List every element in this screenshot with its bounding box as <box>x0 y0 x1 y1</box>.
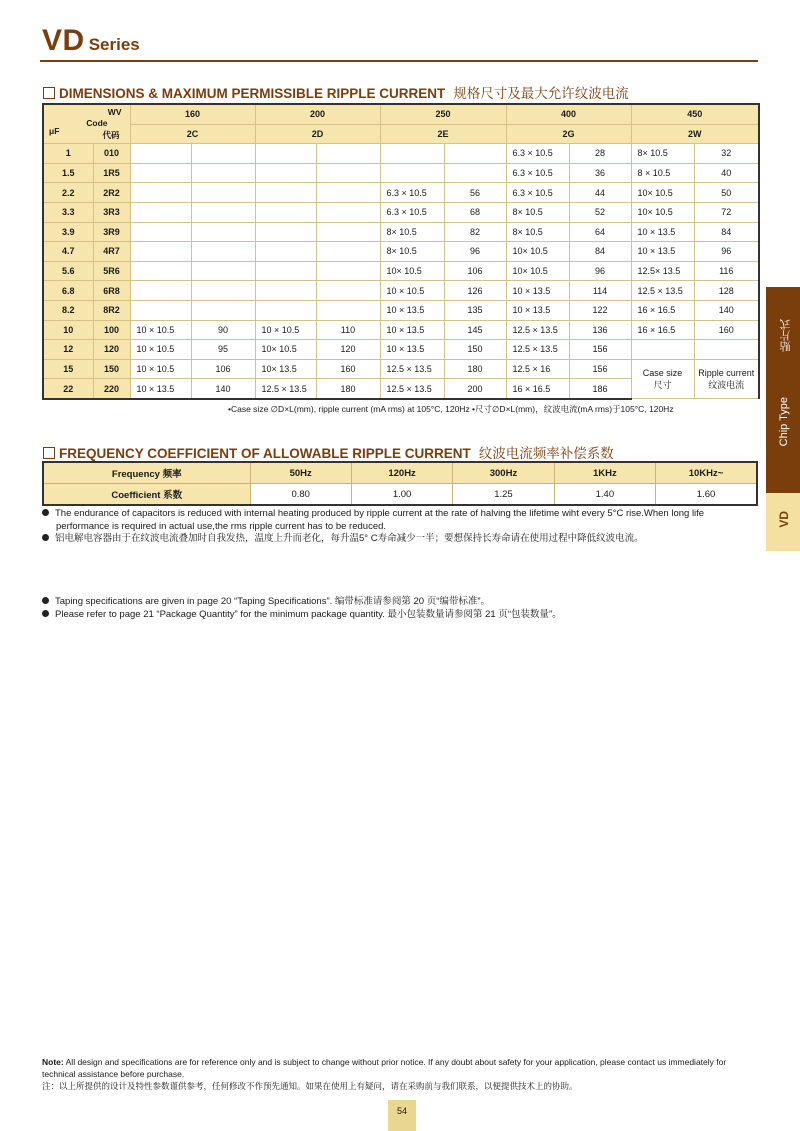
ripple-current-cell <box>191 144 255 164</box>
footer-disclaimer <box>42 1056 754 1092</box>
case-size-cell: 10 × 13.5 <box>380 340 444 360</box>
capacitance-cell: 2.2 <box>43 183 93 203</box>
ripple-current-cell <box>191 300 255 320</box>
empty-cell <box>631 340 694 360</box>
case-size-cell: 10× 13.5 <box>255 359 316 379</box>
ripple-current-cell <box>191 242 255 262</box>
table-row <box>43 144 759 164</box>
ripple-current-cell: 90 <box>191 320 255 340</box>
case-size-cell: 8× 10.5 <box>506 202 569 222</box>
case-size-cell: 8× 10.5 <box>380 242 444 262</box>
ripple-current-cell <box>316 281 380 301</box>
case-size-cell <box>130 261 191 281</box>
case-size-cell: 12.5 × 13.5 <box>506 320 569 340</box>
table-row <box>43 163 759 183</box>
case-size-cell: 10 × 10.5 <box>380 281 444 301</box>
case-size-cell <box>130 300 191 320</box>
ripple-current-cell: 28 <box>569 144 631 164</box>
case-size-cell <box>255 222 316 242</box>
case-size-cell: 12.5 × 13.5 <box>506 340 569 360</box>
case-size-cell: 12.5 × 13.5 <box>631 281 694 301</box>
ripple-current-cell: 82 <box>444 222 506 242</box>
ripple-current-cell: 40 <box>694 163 759 183</box>
table-header-row <box>43 104 759 124</box>
case-size-cell: 10 × 10.5 <box>130 340 191 360</box>
capacitance-cell: 5.6 <box>43 261 93 281</box>
frequency-label-cn: 频率 <box>162 469 182 480</box>
section-title: DIMENSIONS & MAXIMUM PERMISSIBLE RIPPLE CURRENT <box>59 86 446 101</box>
ripple-current-cell: 96 <box>694 242 759 262</box>
ripple-current-cell <box>444 163 506 183</box>
case-size-cell: 6.3 × 10.5 <box>506 163 569 183</box>
voltage-header: 160 <box>130 104 255 124</box>
case-size-cell: 10 × 10.5 <box>130 359 191 379</box>
coefficient-row <box>43 484 757 506</box>
case-size-cell <box>255 242 316 262</box>
case-size-cell <box>255 144 316 164</box>
series-label: Series <box>88 35 140 54</box>
bullet-dot-icon <box>42 509 49 516</box>
section-heading-frequency <box>43 442 614 462</box>
empty-cell <box>694 340 759 360</box>
ripple-current-cell: 122 <box>569 300 631 320</box>
ripple-current-cell <box>316 183 380 203</box>
ripple-current-cell <box>316 242 380 262</box>
ripple-current-cell: 145 <box>444 320 506 340</box>
case-size-cell: 10 × 13.5 <box>631 222 694 242</box>
case-size-cell: 8× 10.5 <box>380 222 444 242</box>
coefficient-label-en: Coefficient <box>111 490 161 501</box>
ripple-current-cell: 180 <box>444 359 506 379</box>
dimensions-table <box>42 103 760 400</box>
ripple-current-cell: 135 <box>444 300 506 320</box>
ripple-current-cell: 106 <box>191 359 255 379</box>
capacitance-cell: 8.2 <box>43 300 93 320</box>
case-size-cell <box>255 281 316 301</box>
bullet-item <box>42 609 754 622</box>
legend-ripple-label-cn: 纹波电流 <box>708 380 745 391</box>
footer-note-en <box>42 1056 754 1080</box>
ripple-current-cell: 52 <box>569 202 631 222</box>
side-tab-vd <box>766 493 800 551</box>
case-size-cell <box>255 300 316 320</box>
legend-case-size-label-cn: 尺寸 <box>653 380 672 391</box>
ripple-current-cell: 44 <box>569 183 631 203</box>
voltage-code-header: 2C <box>130 124 255 144</box>
ripple-current-cell: 186 <box>569 379 631 399</box>
wv-label: WV <box>107 106 122 117</box>
case-size-cell: 6.3 × 10.5 <box>380 183 444 203</box>
table-row <box>43 300 759 320</box>
ripple-current-cell: 180 <box>316 379 380 399</box>
ripple-current-cell <box>191 183 255 203</box>
ripple-current-cell: 50 <box>694 183 759 203</box>
case-size-cell <box>130 163 191 183</box>
footer-note-text: All design and specifications are for reference only and is subject to change without prior notice. If any doubt about safety for your application, please contact us immediately for technical assistance before purchase. <box>42 1057 727 1079</box>
case-size-cell <box>255 261 316 281</box>
capacitance-cell: 3.9 <box>43 222 93 242</box>
ripple-current-cell <box>316 144 380 164</box>
voltage-code-header: 2G <box>506 124 631 144</box>
capacitance-code-cell: 1R5 <box>93 163 130 183</box>
case-size-cell <box>130 222 191 242</box>
bullet-text: Taping specifications are given in page 20 “Taping Specifications”. 编带标准请参阅第 20 页“编带标准”。 <box>55 596 491 607</box>
ripple-current-cell: 68 <box>444 202 506 222</box>
capacitance-cell: 1 <box>43 144 93 164</box>
ripple-current-cell: 126 <box>444 281 506 301</box>
ripple-current-cell <box>316 163 380 183</box>
ripple-current-cell <box>316 261 380 281</box>
uf-label: μF <box>49 125 60 136</box>
case-size-cell: 6.3 × 10.5 <box>506 183 569 203</box>
capacitance-code-cell: 220 <box>93 379 130 399</box>
case-size-cell: 10× 10.5 <box>255 340 316 360</box>
coefficient-cell: 1.25 <box>453 484 554 506</box>
bullet-text: 铝电解电容器由于在纹波电流叠加时自我发热，温度上升而老化，每升温5° C寿命减少一半；要想保持长寿命请在使用过程中降低纹波电流。 <box>55 533 644 544</box>
capacitance-cell: 1.5 <box>43 163 93 183</box>
case-size-cell: 8× 10.5 <box>506 222 569 242</box>
capacitance-cell: 15 <box>43 359 93 379</box>
capacitance-code-cell: 8R2 <box>93 300 130 320</box>
bullet-dot-icon <box>42 610 49 617</box>
capacitance-cell: 22 <box>43 379 93 399</box>
capacitance-cell: 10 <box>43 320 93 340</box>
case-size-cell: 10 × 13.5 <box>380 300 444 320</box>
table-row <box>43 320 759 340</box>
voltage-header: 400 <box>506 104 631 124</box>
capacitance-cell: 3.3 <box>43 202 93 222</box>
case-size-cell: 10× 10.5 <box>380 261 444 281</box>
capacitance-code-cell: 6R8 <box>93 281 130 301</box>
ripple-current-cell: 160 <box>316 359 380 379</box>
bullet-text: The endurance of capacitors is reduced with internal heating produced by ripple current at the rate of halving the lifetime wiht every 5°C rise.When long life performance is required in actual use,the rms ripple current has to be reduced. <box>55 508 705 532</box>
case-size-cell: 6.3 × 10.5 <box>506 144 569 164</box>
series-name: VD <box>42 24 85 57</box>
footer-note-cn: 注：以上所提供的设计及特性参数谨供参考，任何修改不作预先通知。如果在使用上有疑问，请在采购前与我们联系，以便提供技术上的协助。 <box>42 1081 578 1091</box>
table-row <box>43 359 759 379</box>
ripple-current-cell: 32 <box>694 144 759 164</box>
code-label-cn: 代码 <box>102 129 120 140</box>
case-size-cell: 10× 10.5 <box>631 202 694 222</box>
coefficient-cell: 1.00 <box>351 484 452 506</box>
ripple-current-cell <box>316 300 380 320</box>
ripple-current-cell: 64 <box>569 222 631 242</box>
capacitance-code-cell: 3R3 <box>93 202 130 222</box>
case-size-cell: 12.5 × 13.5 <box>255 379 316 399</box>
bullet-item <box>42 508 754 533</box>
case-size-cell: 10× 10.5 <box>506 261 569 281</box>
coefficient-label-cn: 系数 <box>163 490 183 501</box>
case-size-cell <box>255 163 316 183</box>
capacitance-cell: 12 <box>43 340 93 360</box>
case-size-cell: 10 × 10.5 <box>255 320 316 340</box>
frequency-label <box>43 462 250 484</box>
frequency-cell: 120Hz <box>351 462 452 484</box>
case-size-cell: 12.5 × 16 <box>506 359 569 379</box>
title-divider <box>40 60 758 62</box>
capacitance-cell: 4.7 <box>43 242 93 262</box>
table-row <box>43 281 759 301</box>
checkbox-square-icon <box>43 87 55 99</box>
page-number: 54 <box>388 1100 416 1131</box>
case-size-cell: 10× 10.5 <box>631 183 694 203</box>
ripple-current-cell: 140 <box>694 300 759 320</box>
case-size-cell: 16 × 16.5 <box>631 320 694 340</box>
ripple-current-cell <box>191 222 255 242</box>
bullet-dot-icon <box>42 597 49 604</box>
case-size-cell <box>380 144 444 164</box>
case-size-cell: 16 × 16.5 <box>506 379 569 399</box>
ripple-current-cell <box>191 163 255 183</box>
case-size-cell: 10 × 10.5 <box>130 320 191 340</box>
case-size-cell: 10 × 13.5 <box>380 320 444 340</box>
ripple-current-cell: 36 <box>569 163 631 183</box>
coefficient-label <box>43 484 250 506</box>
voltage-code-header: 2E <box>380 124 506 144</box>
ripple-current-cell: 136 <box>569 320 631 340</box>
legend-case-size-label: Case size <box>642 368 683 379</box>
bullet-item <box>42 533 754 546</box>
case-size-cell: 16 × 16.5 <box>631 300 694 320</box>
case-size-cell <box>255 202 316 222</box>
section-title-cn: 纹波电流频率补偿系数 <box>478 446 614 461</box>
coefficient-cell: 0.80 <box>250 484 351 506</box>
checkbox-square-icon <box>43 447 55 459</box>
capacitance-code-cell: 4R7 <box>93 242 130 262</box>
ripple-current-cell: 156 <box>569 340 631 360</box>
legend-ripple <box>694 359 759 399</box>
case-size-cell <box>380 163 444 183</box>
case-size-cell: 10 × 13.5 <box>506 281 569 301</box>
corner-labels <box>44 106 130 143</box>
legend-case-size <box>631 359 694 399</box>
frequency-coefficient-table <box>42 461 758 506</box>
series-title <box>42 24 140 58</box>
case-size-cell: 10× 10.5 <box>506 242 569 262</box>
case-size-cell: 6.3 × 10.5 <box>380 202 444 222</box>
case-size-cell <box>130 144 191 164</box>
ripple-current-cell <box>316 222 380 242</box>
ripple-current-cell <box>316 202 380 222</box>
section-title-cn: 规格尺寸及最大允许纹波电流 <box>453 86 629 101</box>
voltage-code-header: 2W <box>631 124 759 144</box>
ripple-current-cell <box>191 281 255 301</box>
ripple-current-cell: 200 <box>444 379 506 399</box>
ripple-current-cell: 114 <box>569 281 631 301</box>
case-size-cell: 8 × 10.5 <box>631 163 694 183</box>
ripple-current-cell: 106 <box>444 261 506 281</box>
table-header-row <box>43 124 759 144</box>
voltage-header: 250 <box>380 104 506 124</box>
case-size-cell <box>255 183 316 203</box>
ripple-current-cell: 84 <box>569 242 631 262</box>
ripple-current-cell: 96 <box>569 261 631 281</box>
frequency-row <box>43 462 757 484</box>
legend-ripple-label: Ripple current <box>698 368 755 379</box>
voltage-code-header: 2D <box>255 124 380 144</box>
capacitance-code-cell: 010 <box>93 144 130 164</box>
frequency-cell: 50Hz <box>250 462 351 484</box>
footer-note-label: Note: <box>42 1057 64 1067</box>
capacitance-cell: 6.8 <box>43 281 93 301</box>
notes-references <box>42 596 754 621</box>
case-size-cell: 10 × 13.5 <box>506 300 569 320</box>
table-row <box>43 202 759 222</box>
voltage-header: 200 <box>255 104 380 124</box>
ripple-current-cell: 150 <box>444 340 506 360</box>
case-size-cell: 8× 10.5 <box>631 144 694 164</box>
ripple-current-cell <box>191 202 255 222</box>
case-size-cell <box>130 183 191 203</box>
ripple-current-cell: 72 <box>694 202 759 222</box>
section-heading-dimensions <box>43 82 629 102</box>
case-size-cell <box>130 281 191 301</box>
table-row <box>43 222 759 242</box>
capacitance-code-cell: 2R2 <box>93 183 130 203</box>
table-row <box>43 340 759 360</box>
ripple-current-cell: 95 <box>191 340 255 360</box>
ripple-current-cell: 116 <box>694 261 759 281</box>
case-size-cell: 12.5 × 13.5 <box>380 379 444 399</box>
capacitance-code-cell: 3R9 <box>93 222 130 242</box>
ripple-current-cell: 156 <box>569 359 631 379</box>
ripple-current-cell: 120 <box>316 340 380 360</box>
coefficient-cell: 1.40 <box>554 484 655 506</box>
side-tab-label-en: Chip Type <box>778 397 790 447</box>
ripple-current-cell: 128 <box>694 281 759 301</box>
side-tab-chip-type <box>766 287 800 493</box>
table-row <box>43 261 759 281</box>
case-size-cell: 12.5× 13.5 <box>631 261 694 281</box>
table-footnote: •Case size ∅D×L(mm), ripple current (mA rms) at 105°C, 120Hz •尺寸∅D×L(mm)，纹波电流(mA rms)于105°C, 120Hz <box>228 404 674 414</box>
bullet-dot-icon <box>42 534 49 541</box>
case-size-cell: 10 × 13.5 <box>130 379 191 399</box>
capacitance-code-cell: 150 <box>93 359 130 379</box>
ripple-current-cell: 56 <box>444 183 506 203</box>
case-size-cell <box>130 202 191 222</box>
frequency-cell: 10KHz~ <box>656 462 757 484</box>
ripple-current-cell <box>444 144 506 164</box>
capacitance-code-cell: 100 <box>93 320 130 340</box>
frequency-cell: 300Hz <box>453 462 554 484</box>
ripple-current-cell: 160 <box>694 320 759 340</box>
bullet-item <box>42 596 754 609</box>
case-size-cell: 10 × 13.5 <box>631 242 694 262</box>
coefficient-cell: 1.60 <box>656 484 757 506</box>
ripple-current-cell: 140 <box>191 379 255 399</box>
bullet-text: Please refer to page 21 “Package Quantity” for the minimum package quantity. 最小包装数量请参阅第 21 页“包装数量”。 <box>55 608 562 620</box>
capacitance-code-cell: 120 <box>93 340 130 360</box>
ripple-current-cell: 96 <box>444 242 506 262</box>
ripple-current-cell: 84 <box>694 222 759 242</box>
case-size-cell: 12.5 × 13.5 <box>380 359 444 379</box>
notes-ripple <box>42 508 754 546</box>
side-tab-label-cn: 贴片式 <box>780 319 792 352</box>
voltage-header: 450 <box>631 104 759 124</box>
header-corner <box>43 104 130 144</box>
side-tab-series: VD <box>777 511 791 528</box>
ripple-current-cell: 110 <box>316 320 380 340</box>
capacitance-code-cell: 5R6 <box>93 261 130 281</box>
code-label: Code <box>86 117 108 128</box>
frequency-label-en: Frequency <box>111 469 160 480</box>
ripple-current-cell <box>191 261 255 281</box>
section-title: FREQUENCY COEFFICIENT OF ALLOWABLE RIPPLE CURRENT <box>59 446 471 461</box>
table-row <box>43 183 759 203</box>
table-row <box>43 242 759 262</box>
case-size-cell <box>130 242 191 262</box>
frequency-cell: 1KHz <box>554 462 655 484</box>
